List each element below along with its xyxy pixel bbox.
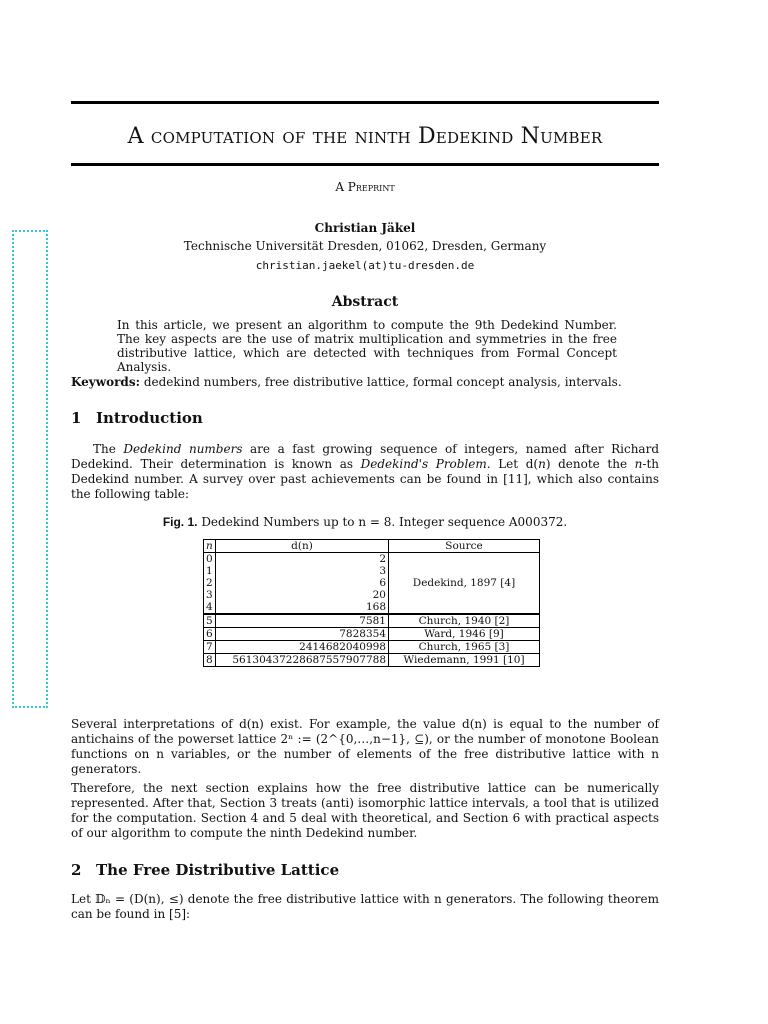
abstract-heading: Abstract <box>331 294 399 310</box>
table-header-dn: d(n) <box>216 540 389 553</box>
table-cell-source-group: Dedekind, 1897 [4] <box>389 553 540 615</box>
dedekind-table <box>203 539 540 667</box>
table-header-source: Source <box>389 540 540 553</box>
keywords <box>71 375 659 389</box>
author-email: christian.jaekel(at)tu-dresden.de <box>255 259 475 272</box>
figure-caption <box>71 515 659 529</box>
table-row <box>204 628 540 641</box>
title-rule-bottom <box>71 163 659 166</box>
margin-dotted-frame <box>12 230 48 708</box>
section-2-heading <box>71 861 339 879</box>
table-cell-dn: 7581 <box>216 614 389 628</box>
keywords-text: dedekind numbers, free distributive lattice, formal concept analysis, intervals. <box>143 375 622 389</box>
table-header-row <box>204 540 540 553</box>
table-cell-dn: 2 <box>216 553 389 566</box>
section-2-number: 2 <box>71 861 82 879</box>
section-1-heading <box>71 409 203 427</box>
table-row <box>204 553 540 566</box>
table-cell-dn: 3 <box>216 565 389 577</box>
table-cell-dn: 20 <box>216 589 389 601</box>
table-header-n: n <box>204 540 216 553</box>
table-cell-dn: 56130437228687557907788 <box>216 654 389 667</box>
table-cell-n: 8 <box>204 654 216 667</box>
table-cell-n: 3 <box>204 589 216 601</box>
paper-title: A computation of the ninth Dedekind Number <box>127 124 603 149</box>
title-rule-top <box>71 101 659 104</box>
figure-caption-text: Dedekind Numbers up to n = 8. Integer sequence A000372. <box>201 515 568 529</box>
abstract-text: In this article, we present an algorithm to compute the 9th Dedekind Number. The key aspects are the use of matrix multiplication and symmetries in the free distributive lattice, which are detected with techniques from Formal Concept Analysis. <box>117 318 617 374</box>
table-row <box>204 641 540 654</box>
section-1-number: 1 <box>71 409 82 427</box>
intro-paragraph-2: Several interpretations of d(n) exist. For example, the value d(n) is equal to the number of antichains of the powerset lattice 2ⁿ := (2^{0,…,n−1}, ⊆), or the number of monotone Boolean functions on n variables, or the number of elements of the free distributive lattice with n generators. <box>71 717 659 776</box>
keywords-label: Keywords: <box>71 375 141 389</box>
intro-paragraph-3: Therefore, the next section explains how the free distributive lattice can be numerically represented. After that, Section 3 treats (anti) isomorphic lattice intervals, a tool that is utilized for the computation. Section 4 and 5 deal with theoretical, and Section 6 with practical aspects of our algorithm to compute the ninth Dedekind number. <box>71 781 659 840</box>
intro-paragraph-1: The Dedekind numbers are a fast growing sequence of integers, named after Richard Dedekind. Their determination is known as Dedekind's Problem. Let d(n) denote the n-th Dedekind number. A survey over past achievements can be found in [11], which also contains the following table: <box>71 442 660 501</box>
table-cell-n: 1 <box>204 565 216 577</box>
section-2-title: The Free Distributive Lattice <box>96 861 340 879</box>
figure-caption-label: Fig. 1. <box>162 515 198 529</box>
table-cell-n: 0 <box>204 553 216 566</box>
section-2-paragraph-1: Let 𝔻ₙ = (D(n), ≤) denote the free distributive lattice with n generators. The following theorem can be found in [5]: <box>71 892 659 921</box>
table-row <box>204 654 540 667</box>
table-cell-n: 4 <box>204 601 216 614</box>
table-row <box>204 614 540 628</box>
table-cell-source: Ward, 1946 [9] <box>389 628 540 641</box>
table-cell-n: 2 <box>204 577 216 589</box>
table-cell-dn: 168 <box>216 601 389 614</box>
table-cell-dn: 6 <box>216 577 389 589</box>
table-cell-n: 6 <box>204 628 216 641</box>
table-cell-source: Wiedemann, 1991 [10] <box>389 654 540 667</box>
table-cell-dn: 7828354 <box>216 628 389 641</box>
table-cell-n: 7 <box>204 641 216 654</box>
section-1-title: Introduction <box>96 409 203 427</box>
table-cell-dn: 2414682040998 <box>216 641 389 654</box>
author-name: Christian Jäkel <box>314 221 416 235</box>
preprint-label: A Preprint <box>335 180 395 194</box>
table-cell-source: Church, 1965 [3] <box>389 641 540 654</box>
table-cell-source: Church, 1940 [2] <box>389 614 540 628</box>
table-cell-n: 5 <box>204 614 216 628</box>
author-affiliation: Technische Universität Dresden, 01062, Dresden, Germany <box>183 239 547 253</box>
